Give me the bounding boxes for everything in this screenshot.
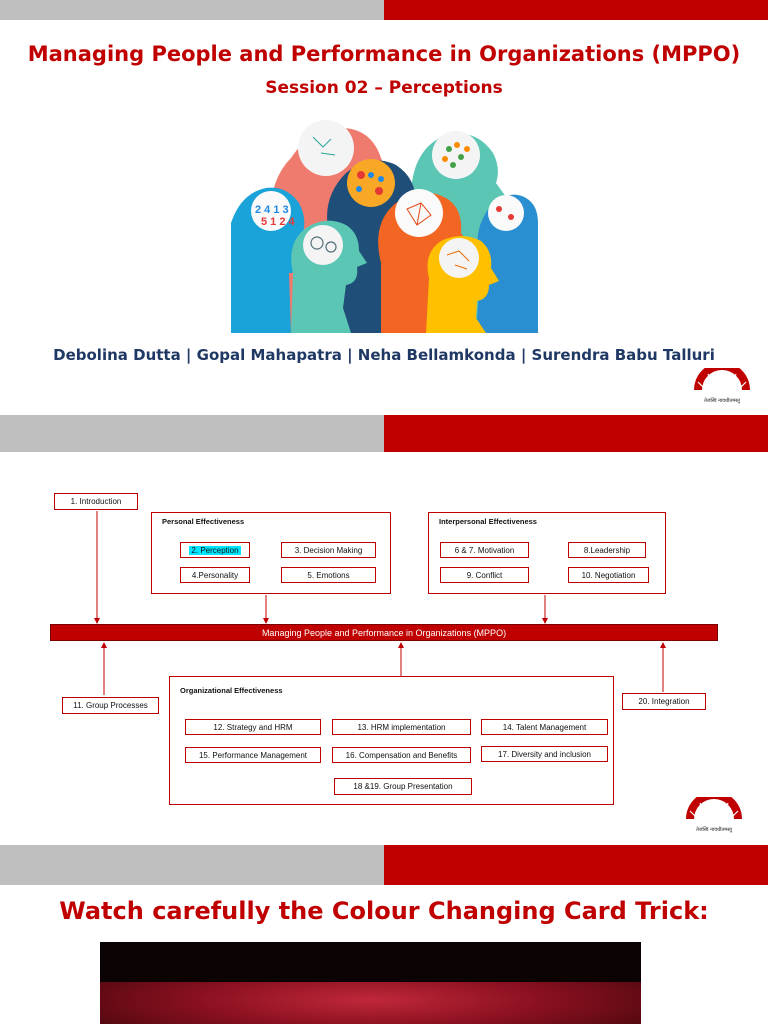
svg-text:2 4 1 3: 2 4 1 3 (255, 204, 289, 216)
hrm-implementation-box: 13. HRM implementation (332, 719, 471, 735)
group-presentation-box: 18 &19. Group Presentation (334, 778, 472, 795)
logo-text: IIMB (707, 813, 721, 819)
svg-text:5 1 2 4: 5 1 2 4 (261, 216, 295, 228)
group-title: Interpersonal Effectiveness (439, 517, 537, 526)
logo-text: IIMB (715, 384, 729, 390)
title-slide (0, 0, 768, 415)
slide-header-bar (0, 845, 768, 885)
conflict-box: 9. Conflict (440, 567, 529, 583)
emotions-box: 5. Emotions (281, 567, 376, 583)
performance-management-box: 15. Performance Management (185, 747, 321, 763)
group-title: Organizational Effectiveness (180, 686, 283, 695)
motivation-box: 6 & 7. Motivation (440, 542, 529, 558)
slide-subtitle: Session 02 – Perceptions (265, 78, 503, 98)
iimb-logo (690, 368, 754, 412)
video-frame (100, 982, 641, 1024)
compensation-benefits-box: 16. Compensation and Benefits (332, 747, 471, 763)
perception-box: 2. Perception (180, 542, 250, 558)
logo-tagline: तेजस्वि नावधीतमस्तु (703, 398, 741, 404)
logo-tagline: तेजस्वि नावधीतमस्तु (695, 827, 733, 833)
strategy-hrm-box: 12. Strategy and HRM (185, 719, 321, 735)
diversity-inclusion-box: 17. Diversity and inclusion (481, 746, 608, 762)
decision-making-box: 3. Decision Making (281, 542, 376, 558)
talent-management-box: 14. Talent Management (481, 719, 608, 735)
slide-title: Managing People and Performance in Organizations (MPPO) (27, 42, 741, 66)
leadership-box: 8.Leadership (568, 542, 646, 558)
group-title: Personal Effectiveness (162, 517, 245, 526)
course-map-slide (0, 415, 768, 845)
mppo-center-bar: Managing People and Performance in Organizations (MPPO) (50, 624, 718, 641)
video-player[interactable] (100, 942, 641, 1024)
personality-box: 4.Personality (180, 567, 250, 583)
heads-with-brains-illustration (231, 113, 538, 333)
slide-title: Watch carefully the Colour Changing Card Trick: (59, 897, 709, 925)
slide-header-bar (0, 0, 768, 20)
negotiation-box: 10. Negotiation (568, 567, 649, 583)
author-list: Debolina Dutta | Gopal Mahapatra | Neha Bellamkonda | Surendra Babu Talluri (53, 346, 715, 364)
integration-box: 20. Integration (622, 693, 706, 710)
video-slide (0, 845, 768, 1024)
introduction-box: 1. Introduction (54, 493, 138, 510)
group-processes-box: 11. Group Processes (62, 697, 159, 714)
iimb-logo (682, 797, 746, 841)
